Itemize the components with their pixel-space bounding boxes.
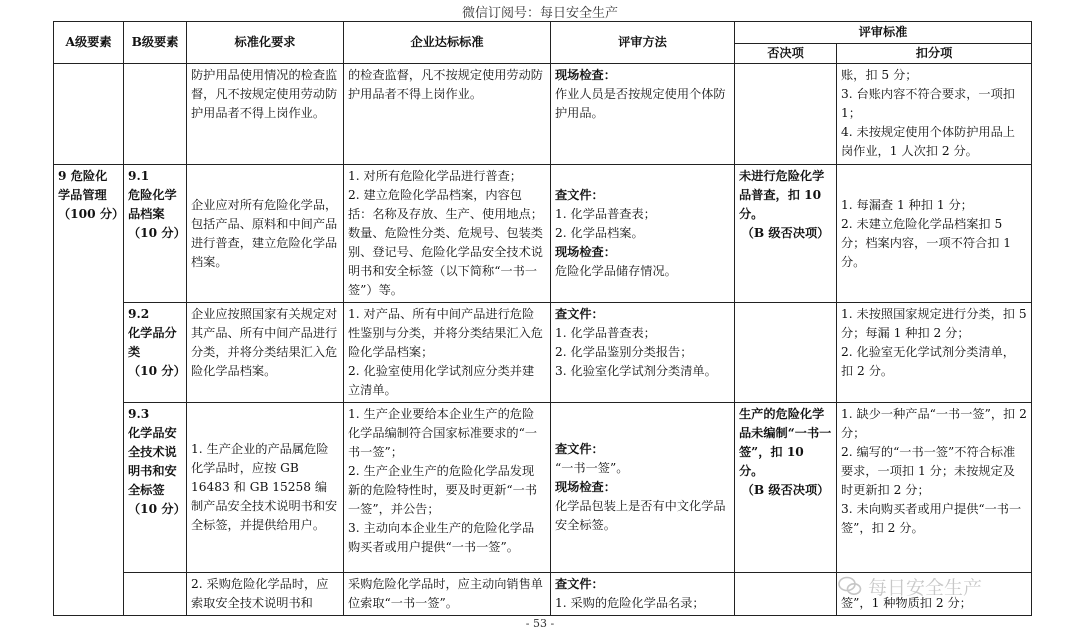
b-level-element: [124, 403, 187, 573]
deduct-item: 2. 未建立危险化学品档案扣 5 分；档案内容，一项不符合扣 1 分。: [841, 216, 1012, 269]
method-heading: 现场检查：: [555, 68, 616, 82]
method-cell: [551, 64, 735, 165]
b-level-element: [124, 165, 187, 303]
page-header: 微信订阅号：每日安全生产: [461, 6, 618, 21]
method-text: 1. 采购的危险化学品名录；: [555, 596, 705, 610]
col-b-level: B级要素: [124, 22, 187, 64]
standards-table: [53, 21, 1032, 616]
deduct-item: 签”，1 种物质扣 2 分；: [841, 596, 972, 610]
b-level-cell: [124, 573, 187, 616]
col-veto: 否决项: [735, 44, 837, 64]
veto-cell: [735, 165, 837, 303]
deduct-cell: [837, 303, 1032, 403]
deduct-item: 1. 每漏查 1 种扣 1 分；: [841, 197, 973, 212]
col-requirement: 标准化要求: [187, 22, 344, 64]
method-heading: 现场检查：: [555, 245, 616, 259]
veto-note: （B 级否决项）: [741, 226, 830, 240]
method-text: 危险化学品储存情况。: [555, 264, 677, 278]
table-row: [54, 64, 1032, 165]
page-number: - 53 -: [525, 617, 555, 630]
b-level-number: 9.2: [128, 307, 150, 321]
method-text: 化学品包装上是否有中文化学品安全标签。: [555, 499, 726, 532]
veto-text: 未进行危险化学品普查，扣 10 分。: [739, 169, 825, 221]
standard-item: 1. 对所有危险化学品进行普查；: [348, 169, 522, 183]
requirement-cell: 防护用品使用情况的检查监督，凡不按规定使用劳动防护用品者不得上岗作业。: [187, 64, 344, 165]
b-level-score: （10 分）: [128, 502, 186, 516]
standard-item: 2. 化验室使用化学试剂应分类并建立清单。: [348, 364, 535, 397]
b-level-name: 危险化学品档案: [128, 188, 177, 221]
standard-cell: 采购危险化学品时，应主动向销售单位索取“一书一签”。: [344, 573, 551, 616]
watermark-text: 每日安全生产: [868, 576, 983, 599]
deduct-item: 账，扣 5 分；: [841, 68, 918, 82]
deduct-item: 2. 编写的“一书一签”不符合标准要求，一项扣 1 分；未按规定及时更新扣 2 分；: [841, 445, 1016, 497]
deduct-item: 1. 未按照国家规定进行分类，扣 5 分；每漏 1 种扣 2 分；: [841, 307, 1027, 340]
standard-item: 1. 生产企业要给本企业生产的危险化学品编制符合国家标准要求的“一书一签”；: [348, 407, 538, 459]
b-level-number: 9.3: [128, 407, 150, 421]
a-level-cell: [54, 64, 124, 165]
method-text: 2. 化学品档案。: [555, 226, 644, 240]
standard-item: 2. 建立危险化学品档案，内容包括：名称及存放、生产、使用地点；数量、危险性分类、危规号、包装类别、登记号、危险化学品安全技术说明书和安全标签（以下简称“一书一签”）等。: [348, 188, 543, 297]
method-text: 3. 化验室化学试剂分类清单。: [555, 364, 717, 378]
standard-item: 3. 主动向本企业生产的危险化学品购买者或用户提供“一书一签”。: [348, 521, 535, 554]
veto-text: 生产的危险化学品未编制“一书一签”，扣 10 分。: [739, 407, 832, 478]
deduct-item: 1. 缺少一种产品“一书一签”，扣 2 分；: [841, 407, 1027, 440]
col-standard: 企业达标标准: [344, 22, 551, 64]
deduct-item: 2. 化验室无化学试剂分类清单，扣 2 分。: [841, 345, 1015, 378]
b-level-score: （10 分）: [128, 364, 186, 378]
standard-item: 2. 生产企业生产的危险化学品发现新的危险特性时，要及时更新“一书一签”，并公告；: [348, 464, 538, 516]
standard-cell: [344, 303, 551, 403]
col-criteria: 评审标准: [735, 22, 1032, 44]
header-row: [54, 22, 1032, 44]
method-heading: 查文件：: [555, 188, 604, 202]
b-level-number: 9.1: [128, 169, 150, 183]
requirement-cell: 1. 生产企业的产品属危险化学品时，应按 GB 16483 和 GB 15258 编制产品安全技术说明书和安全标签，并提供给用户。: [187, 403, 344, 573]
deduct-cell: [837, 64, 1032, 165]
method-cell: [551, 165, 735, 303]
deduct-item: 3. 未向购买者或用户提供“一书一签”，扣 2 分。: [841, 502, 1022, 535]
method-text: 作业人员是否按规定使用个体防护用品。: [555, 87, 726, 120]
col-deduct: 扣分项: [837, 44, 1032, 64]
a-level-element: 9 危险化学品管理（100 分）: [54, 165, 124, 616]
requirement-cell: 企业应按照国家有关规定对其产品、所有中间产品进行分类，并将分类结果汇入危险化学品档案。: [187, 303, 344, 403]
b-level-element: [124, 303, 187, 403]
method-heading: 查文件：: [555, 577, 604, 591]
veto-note: （B 级否决项）: [741, 483, 830, 497]
standard-cell: [344, 165, 551, 303]
table-row: [54, 303, 1032, 403]
veto-cell: [735, 64, 837, 165]
standard-cell: [344, 403, 551, 573]
col-a-level: A级要素: [54, 22, 124, 64]
deduct-cell: [837, 403, 1032, 573]
b-level-score: （10 分）: [128, 226, 186, 240]
deduct-item: 4. 未按规定使用个体防护用品上岗作业，1 人次扣 2 分。: [841, 125, 1015, 158]
method-text: “一书一签”。: [555, 461, 629, 475]
b-level-name: 化学品分类: [128, 326, 177, 359]
veto-cell: [735, 303, 837, 403]
table-row: [54, 573, 1032, 616]
b-level-cell: [124, 64, 187, 165]
col-method: 评审方法: [551, 22, 735, 64]
method-cell: [551, 303, 735, 403]
method-heading: 现场检查：: [555, 480, 616, 494]
deduct-item: 3. 台账内容不符合要求，一项扣 1；: [841, 87, 1015, 120]
method-cell: [551, 573, 735, 616]
method-text: 2. 化学品鉴别分类报告；: [555, 345, 693, 359]
standard-item: 1. 对产品、所有中间产品进行危险性鉴别与分类，并将分类结果汇入危险化学品档案；: [348, 307, 543, 359]
standard-cell: 的检查监督，凡不按规定使用劳动防护用品者不得上岗作业。: [344, 64, 551, 165]
table-row: [54, 165, 1032, 303]
veto-cell: [735, 573, 837, 616]
method-heading: 查文件：: [555, 442, 604, 456]
method-text: 1. 化学品普查表；: [555, 326, 656, 340]
veto-cell: [735, 403, 837, 573]
deduct-cell: [837, 573, 1032, 616]
table-row: [54, 403, 1032, 573]
method-text: 1. 化学品普查表；: [555, 207, 656, 221]
b-level-name: 化学品安全技术说明书和安全标签: [128, 426, 177, 497]
requirement-cell: 2. 采购危险化学品时，应索取安全技术说明书和: [187, 573, 344, 616]
method-cell: [551, 403, 735, 573]
deduct-cell: [837, 165, 1032, 303]
requirement-cell: 企业应对所有危险化学品，包括产品、原料和中间产品进行普查，建立危险化学品档案。: [187, 165, 344, 303]
method-heading: 查文件：: [555, 307, 604, 321]
